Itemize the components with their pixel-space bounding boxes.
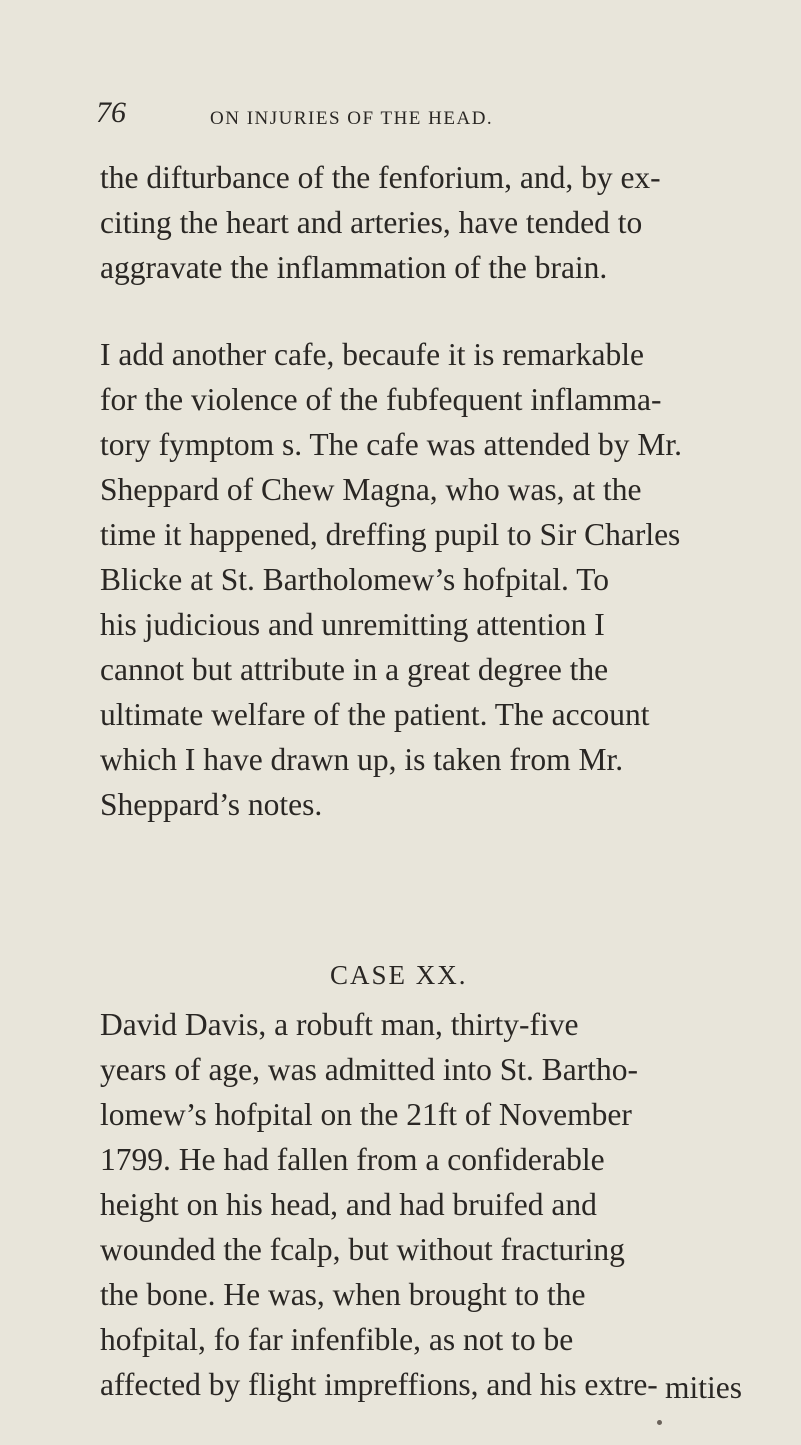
page-number: 76 xyxy=(96,96,126,129)
text-line: years of age, was admitted into St. Bartho- xyxy=(100,1052,638,1087)
case-heading: CASE XX. xyxy=(330,960,468,990)
ink-spot xyxy=(657,1420,662,1425)
text-line: 1799. He had fallen from a confiderable xyxy=(100,1142,605,1177)
text-line: hofpital, fo far infenfible, as not to be xyxy=(100,1322,574,1357)
text-line: I add another cafe, becaufe it is remarkable xyxy=(100,337,644,372)
text-line: the difturbance of the fenforium, and, by ex- xyxy=(100,160,661,195)
text-line: wounded the fcalp, but without fracturing xyxy=(100,1232,625,1267)
text-line: aggravate the inflammation of the brain. xyxy=(100,250,608,285)
text-line: height on his head, and had bruifed and xyxy=(100,1187,597,1222)
text-line: lomew’s hofpital on the 21ft of November xyxy=(100,1097,632,1132)
text-line: Sheppard’s notes. xyxy=(100,787,323,822)
text-line: his judicious and unremitting attention I xyxy=(100,607,605,642)
text-line: Blicke at St. Bartholomew’s hofpital. To xyxy=(100,562,610,597)
text-line: cannot but attribute in a great degree the xyxy=(100,652,609,687)
text-line: which I have drawn up, is taken from Mr. xyxy=(100,742,624,777)
running-head xyxy=(96,96,716,136)
text-line: time it happened, dreffing pupil to Sir Charles xyxy=(100,517,681,552)
text-line: for the violence of the fubfequent inflamma- xyxy=(100,382,662,417)
text-line: affected by flight impreffions, and his extre- xyxy=(100,1367,658,1402)
text-line: Sheppard of Chew Magna, who was, at the xyxy=(100,472,642,507)
text-line: David Davis, a robuft man, thirty-five xyxy=(100,1007,579,1042)
text-line: citing the heart and arteries, have tended to xyxy=(100,205,643,240)
text-line: tory fymptom s. The cafe was attended by Mr. xyxy=(100,427,683,462)
text-line: ultimate welfare of the patient. The account xyxy=(100,697,650,732)
running-title: ON INJURIES OF THE HEAD. xyxy=(210,108,494,129)
catchword: mities xyxy=(665,1370,742,1405)
text-line: the bone. He was, when brought to the xyxy=(100,1277,586,1312)
